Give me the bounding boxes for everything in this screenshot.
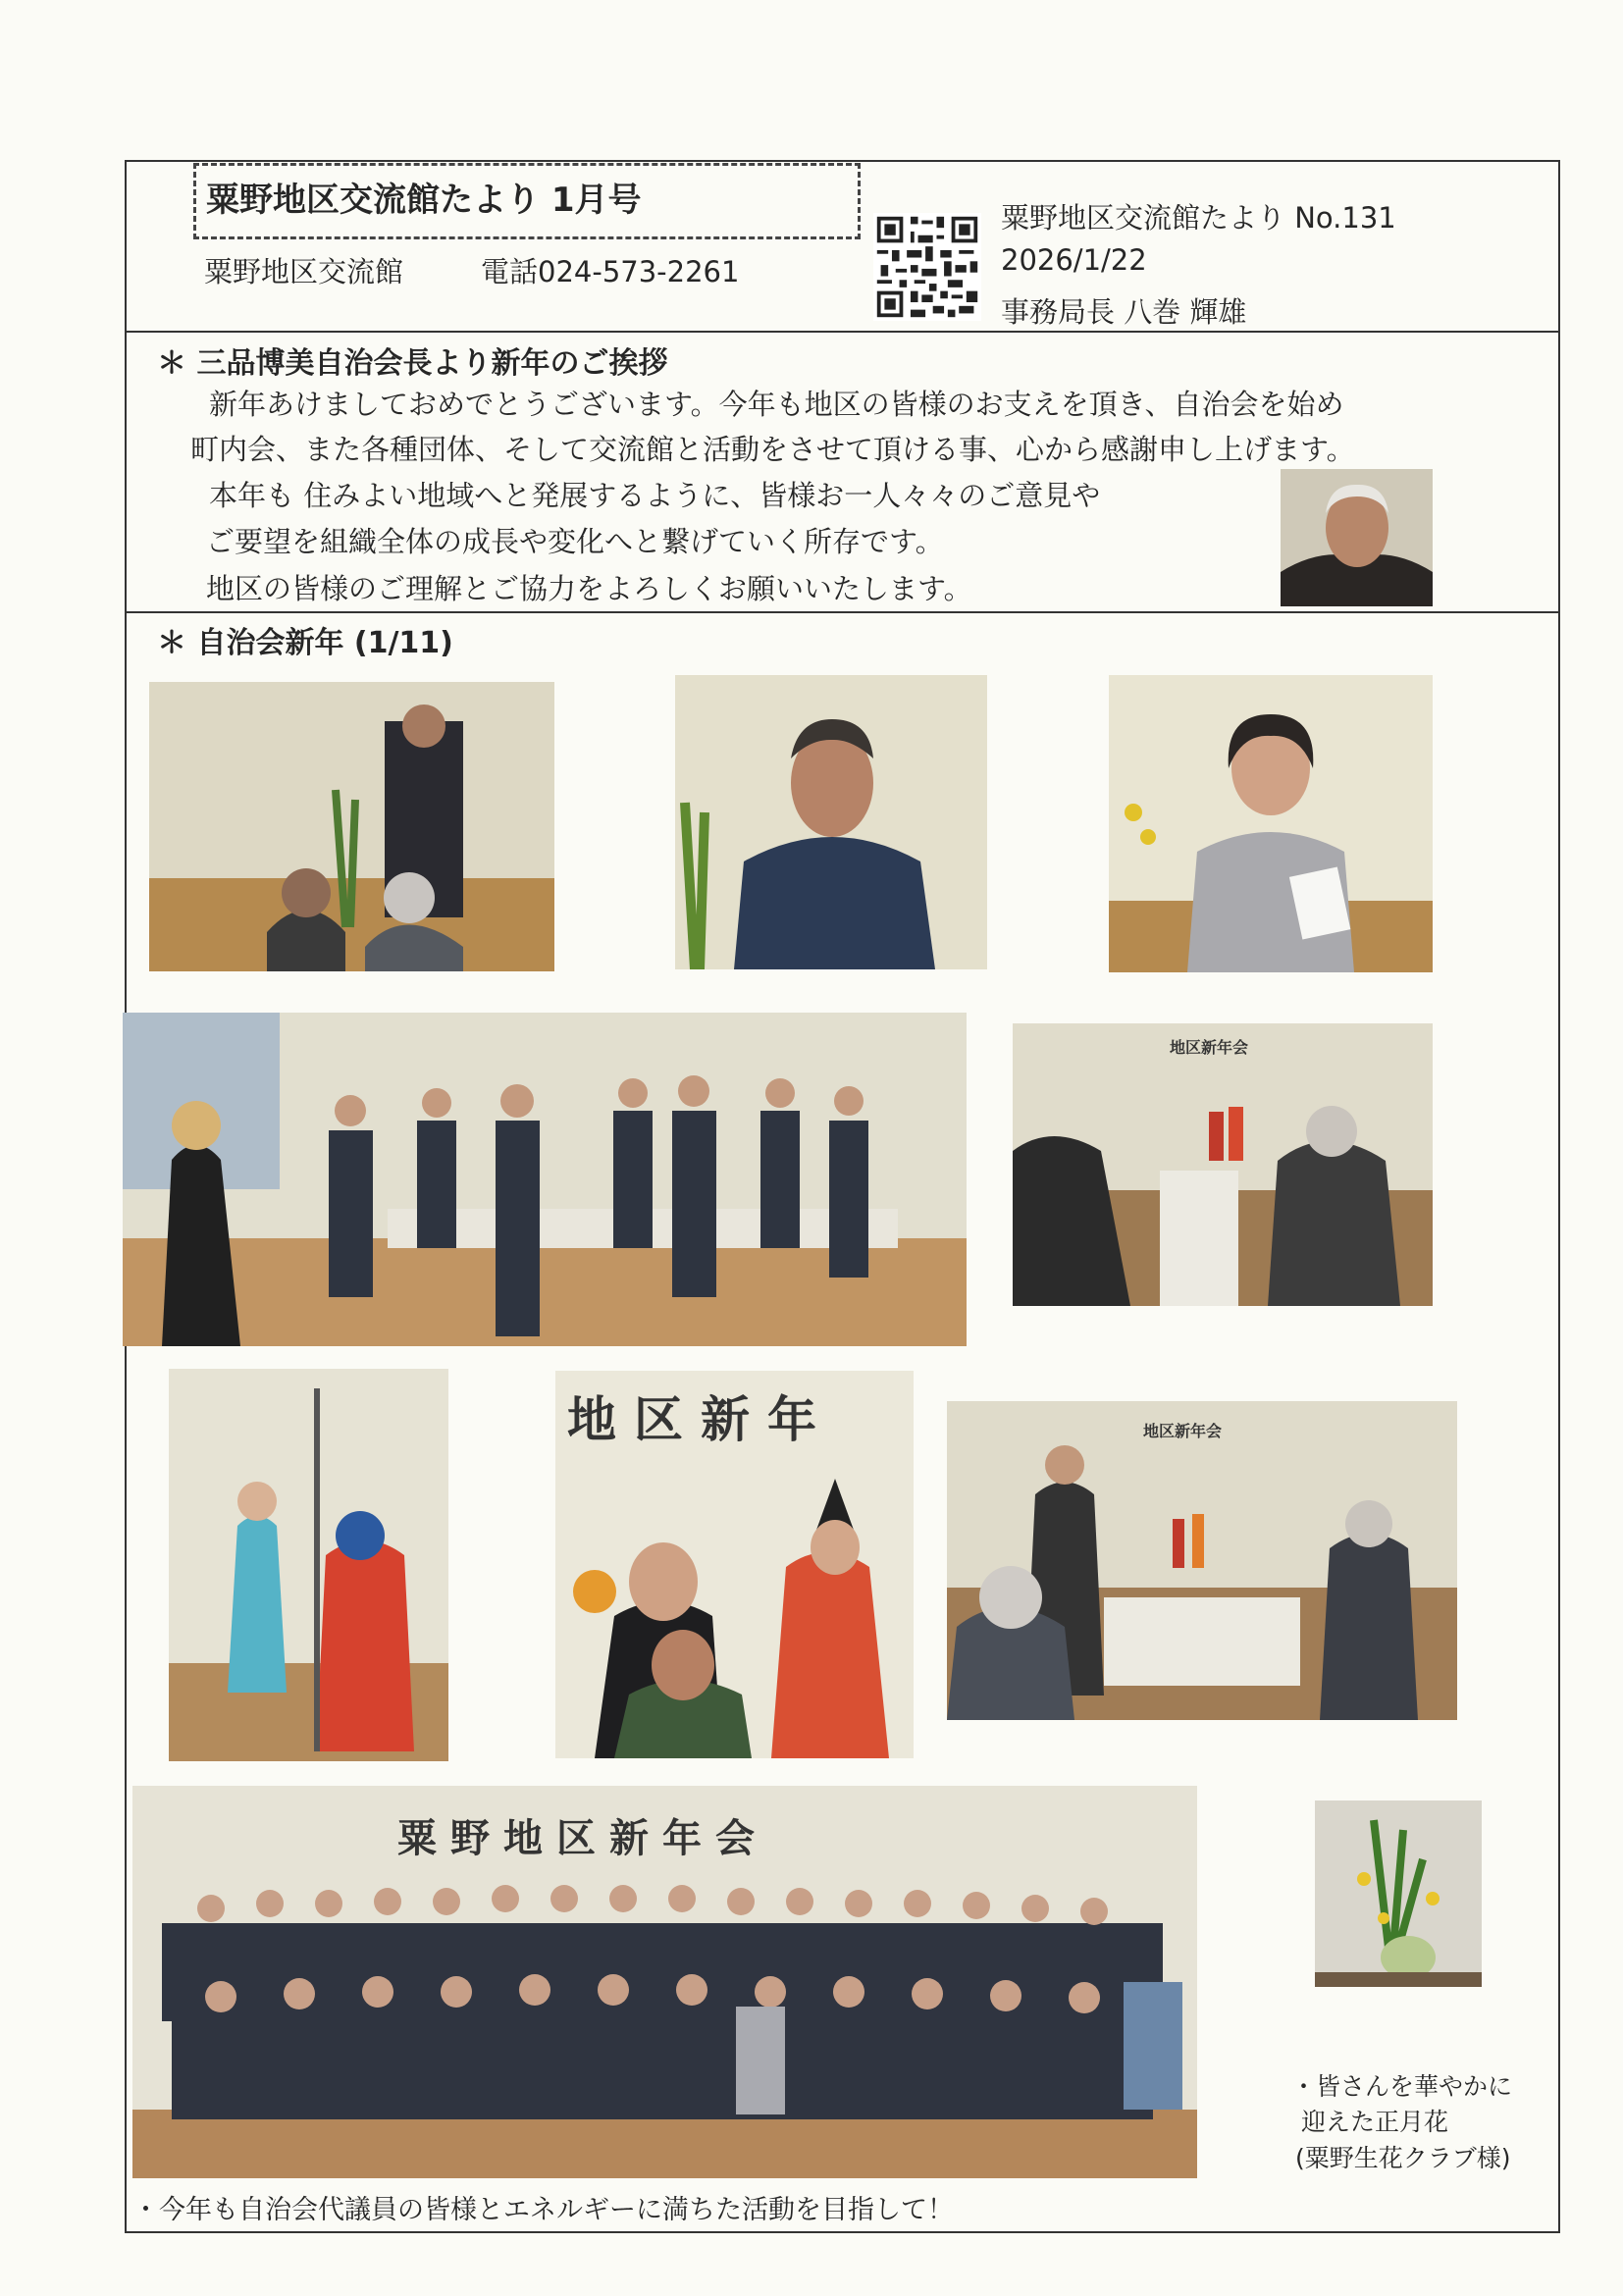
greeting-line: 本年も 住みよい地域へと発展するように、皆様お一人々々のご意見や	[209, 479, 1101, 512]
greeting-divider	[125, 611, 1560, 613]
editor-name: 事務局長 八巻 輝雄	[1001, 295, 1247, 329]
group-photo	[132, 1786, 1197, 2178]
banner-small: 地区新年会	[1170, 1038, 1249, 1057]
newsletter-title: 粟野地区交流館たより 1月号	[193, 163, 861, 239]
phone-number: 電話024-573-2261	[481, 255, 740, 288]
hall-name: 粟野地区交流館	[204, 255, 404, 288]
banquet-photo-1	[1013, 1023, 1433, 1306]
banner-group: 粟野地区新年会	[397, 1815, 768, 1861]
toast-photo	[123, 1013, 967, 1346]
header-divider	[125, 331, 1560, 333]
lion-dance-photo	[169, 1369, 448, 1761]
newsletter-number: 粟野地区交流館たより No.131	[1001, 201, 1396, 235]
flower-caption-line: 迎えた正月花	[1301, 2108, 1449, 2136]
banner-small-2: 地区新年会	[1143, 1422, 1223, 1440]
bottom-caption: ・今年も自治会代議員の皆様とエネルギーに満ちた活動を目指して！	[132, 2195, 954, 2225]
qr-code-icon[interactable]	[872, 213, 982, 321]
banner-medium: 地区新年	[567, 1390, 834, 1448]
greeting-line: 町内会、また各種団体、そして交流館と活動をさせて頂ける事、心から感謝申し上げます。	[190, 433, 1355, 466]
speech-photo-2	[675, 675, 987, 969]
flower-caption-line: ・皆さんを華やかに	[1291, 2072, 1513, 2101]
speech-photo-3	[1109, 675, 1433, 972]
greeting-line: 新年あけましておめでとうございます。今年も地区の皆様のお支えを頂き、自治会を始め	[209, 388, 1344, 421]
greeting-line: 地区の皆様のご理解とご協力をよろしくお願いいたします。	[206, 572, 972, 605]
flower-caption-line: (粟野生花クラブ様)	[1295, 2144, 1511, 2172]
speech-photo-1	[149, 682, 554, 971]
new-year-flower-photo	[1315, 1800, 1482, 1987]
kagura-photo	[555, 1371, 914, 1758]
chairman-portrait-photo	[1281, 469, 1433, 606]
issue-date: 2026/1/22	[1001, 243, 1147, 277]
greeting-line: ご要望を組織全体の成長や変化へと繋げていく所存です。	[206, 525, 944, 558]
greeting-heading: ＊ 三品博美自治会長より新年のご挨拶	[157, 346, 668, 381]
banquet-photo-2	[947, 1401, 1457, 1720]
event-heading: ＊ 自治会新年 (1/11)	[157, 626, 453, 660]
